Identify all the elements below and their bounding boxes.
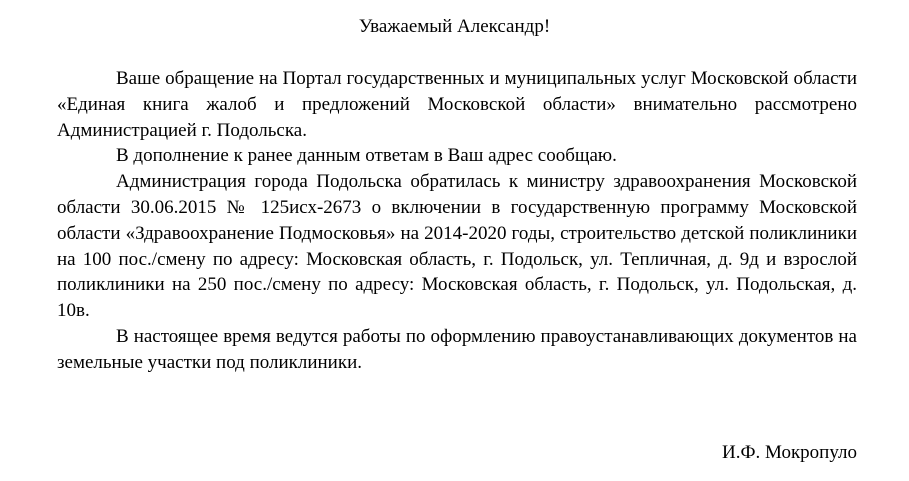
letter-body — [57, 66, 857, 376]
paragraph-appeal-received: Ваше обращение на Портал государственных и муниципальных услуг Московской области «Единая книга жалоб и предложений Московской области» внимательно рассмотрено Администрацией г. Подольска. — [57, 68, 857, 141]
paragraph-clinic-construction: Администрация города Подольска обратилась к министру здравоохранения Московской области 30.06.2015 № 125исх-2673 о включении в государственную программу Московской области «Здравоохранение Подмосковья» на 2014-2020 годы, строительство детской поликлиники на 100 пос./смену по адресу: Московская область, г. Подольск, ул. Тепличная, д. 9д и взрослой поликлиники на 250 пос./смену по адресу: Московская область, г. Подольск, ул. Подольская, д. 10в. — [57, 171, 857, 322]
letter-signature: И.Ф. Мокропуло — [722, 442, 857, 463]
paragraph-additional-info: В дополнение к ранее данным ответам в Ваш адрес сообщаю. — [116, 145, 617, 167]
paragraph-land-documents: В настоящее время ведутся работы по оформлению правоустанавливающих документов на земельные участки под поликлиники. — [57, 325, 857, 373]
letter-greeting: Уважаемый Александр! — [358, 16, 551, 37]
